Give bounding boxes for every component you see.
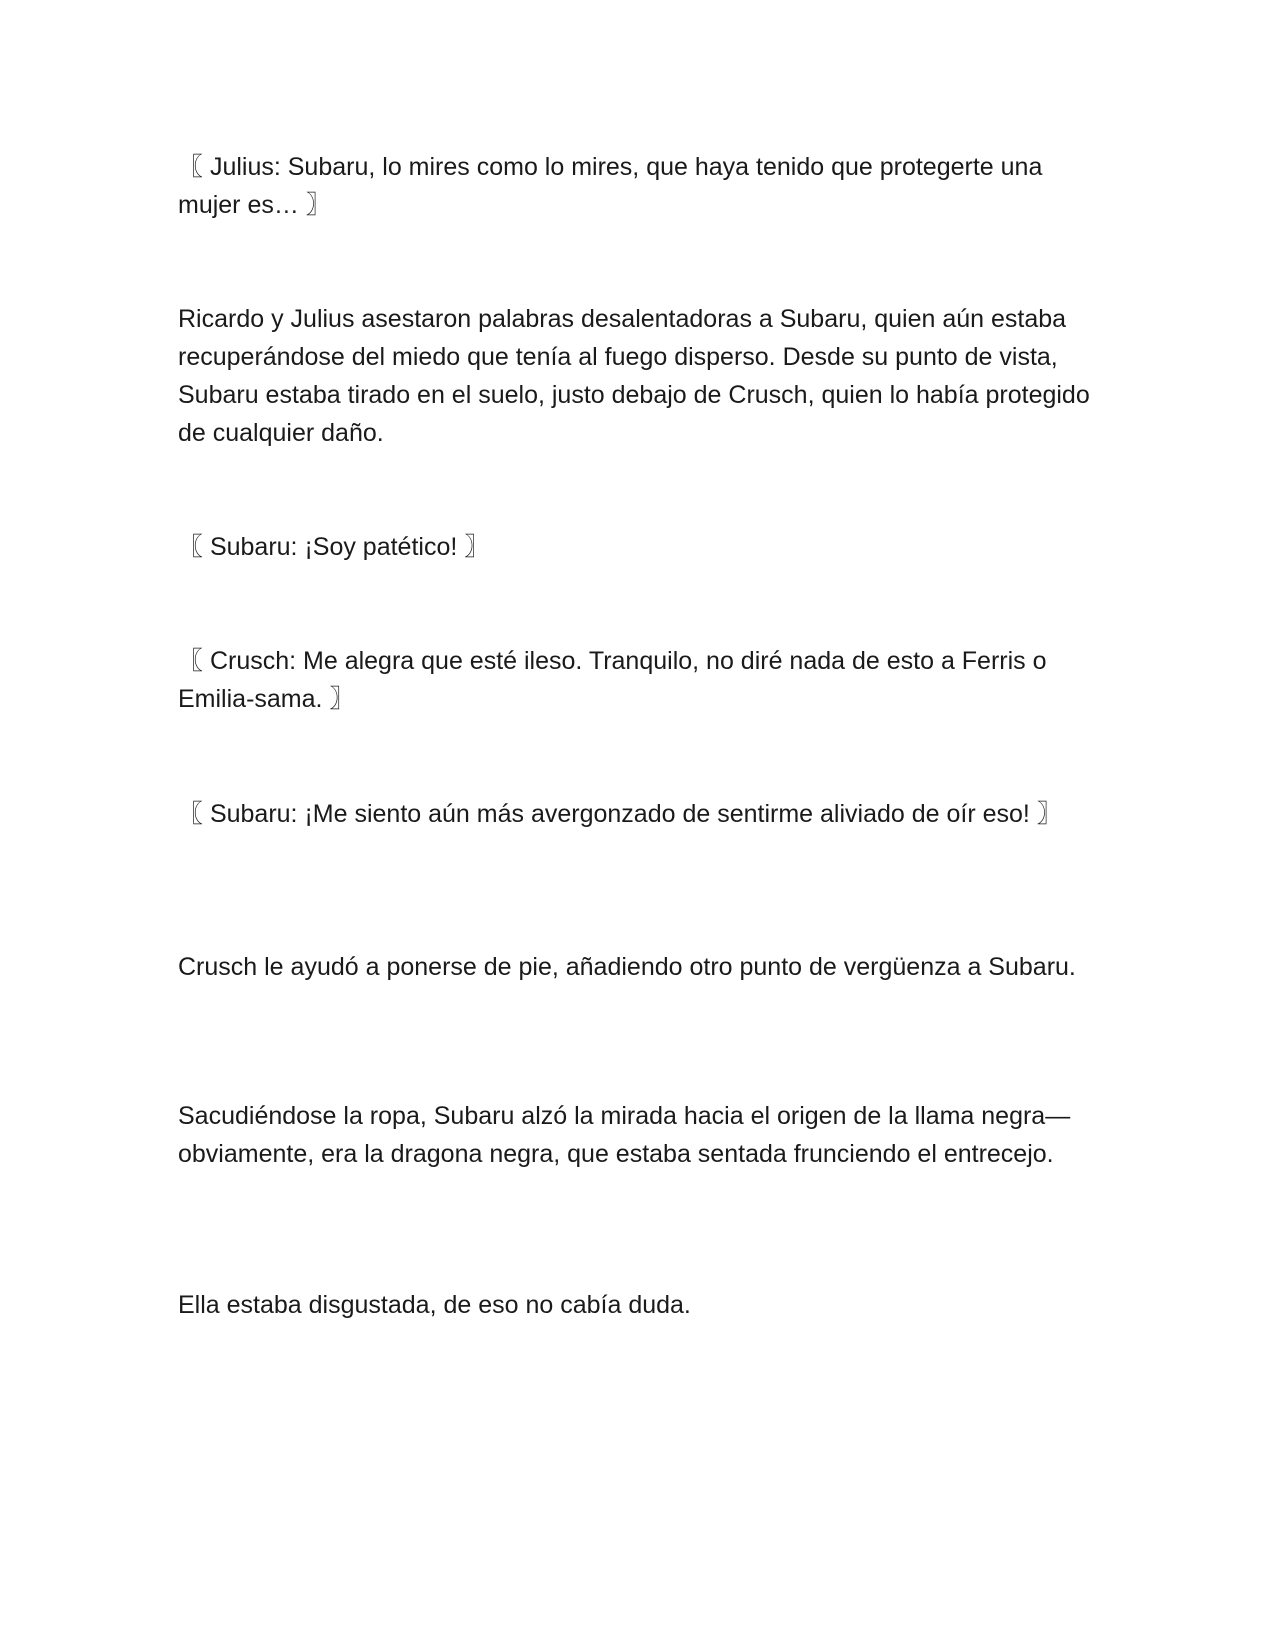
dialogue-julius: 〖 Julius: Subaru, lo mires como lo mires, que haya tenido que protegerte una mujer es… 〗 xyxy=(178,153,1043,219)
dialogue-subaru: 〖 Subaru: ¡Soy patético! 〗 xyxy=(178,533,490,561)
dialogue-crusch: 〖 Crusch: Me alegra que esté ileso. Tranquilo, no diré nada de esto a Ferris o Emilia-sama. 〗 xyxy=(178,647,1047,713)
narration-paragraph: Ella estaba disgustada, de eso no cabía duda. xyxy=(178,1291,691,1319)
narration-paragraph: Ricardo y Julius asestaron palabras desalentadoras a Subaru, quien aún estaba recuperándose del miedo que tenía al fuego disperso. Desde su punto de vista, Subaru estaba tirado en el suelo, justo debajo de Crusch, quien lo había protegido de cualquier daño. xyxy=(178,305,1090,447)
narration-paragraph: Crusch le ayudó a ponerse de pie, añadiendo otro punto de vergüenza a Subaru. xyxy=(178,953,1076,981)
dialogue-subaru-relief: 〖 Subaru: ¡Me siento aún más avergonzado de sentirme aliviado de oír eso! 〗 xyxy=(178,800,1062,828)
narration-paragraph: Sacudiéndose la ropa, Subaru alzó la mirada hacia el origen de la llama negra—obviamente, era la dragona negra, que estaba sentada frunciendo el entrecejo. xyxy=(178,1102,1071,1168)
